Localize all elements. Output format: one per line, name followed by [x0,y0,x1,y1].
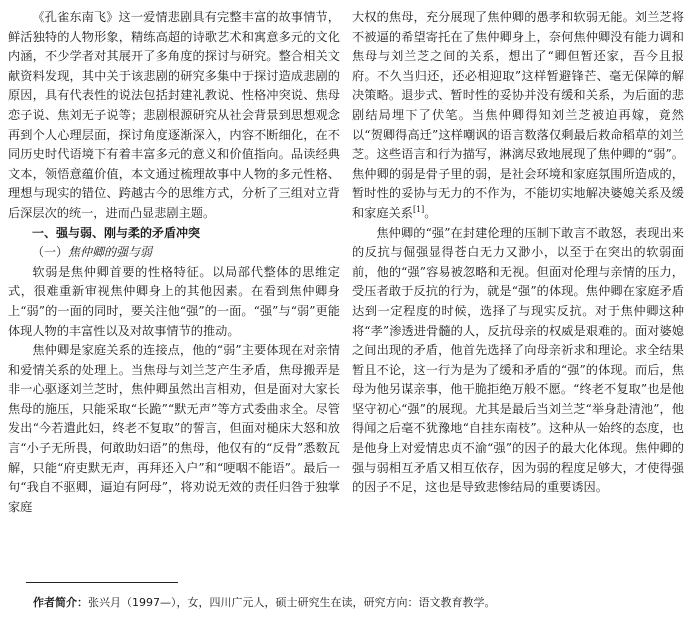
continued-paragraph [352,8,684,224]
footnote-label: 作者简介： [33,596,88,609]
subsection-number: （一） [32,245,69,260]
paragraph-text: 大权的焦母，充分展现了焦仲卿的愚孝和软弱无能。刘兰芝将不被逼的希望寄托在了焦仲卿身上，奈何焦仲卿没有能力调和焦母与刘兰芝之间的关系，想出了“卿但暂还家，吾今且报府。不久当归还，还必相迎取”这样暂避锋芒、毫无保障的解决策略。退步式、暂时性的妥协并没有缓和关系，为后面的悲剧结局埋下了伏笔。当焦仲卿得知刘兰芝被迫再嫁，竟然以“贺卿得高迁”这样嘲讽的语言数落仅剩最后救命稻草的刘兰芝。这些语言和行为描写，淋漓尽致地展现了焦仲卿的“弱”。焦仲卿的弱是骨子里的弱，是社会环境和家庭氛围所造成的，暂时性的妥协与无力的不作为，不能切实地解决婆媳关系及缓和家庭关系 [352,10,684,220]
body-paragraph: 焦仲卿的“强”在封建伦理的压制下敢言不敢怒，表现出来的反抗与倔强显得苍白无力又渺小，以至于在突出的软弱面前，他的“强”容易被忽略和无视。但面对伦理与亲情的压力，受压者敢于反抗的行为，就是“强”的体现。焦仲卿在家庭矛盾达到一定程度的时候，选择了与现实反抗。对于焦仲卿这种将“孝”渗透进骨髓的人，反抗母亲的权威是艰难的。面对婆媳之间出现的矛盾，他首先选择了向母亲祈求和理论。求全结果暂且不论，这一行为是为了缓和矛盾的“强”的体现。而后，焦母为他另谋亲事，他干脆拒绝万般不愿。“终老不复取”也是他坚守初心“强”的展现。尤其是最后当刘兰芝“举身赴清池”，他得闻之后毫不犹豫地“自挂东南枝”。这种从一始终的态度，也是他身上对爱情忠贞不渝“强”的因子的最大化体现。焦仲卿的强与弱相互矛盾又相互依存，因为弱的程度足够大，才使得强的因子不足，这也是导致悲惨结局的重要诱因。 [352,225,684,495]
body-paragraph: 焦仲卿是家庭关系的连接点，他的“弱”主要体现在对亲情和爱情关系的处理上。当焦母与刘兰芝产生矛盾，焦母搬弄是非一心驱逐刘兰芝时，焦仲卿虽然出言相劝，但是面对大家长焦母的施压，只能采取“长跪”“默无声”等方式委曲求全。尽管发出“今若遣此妇，终老不复取”的誓言，但面对槌床大怒和放言“小子无所畏，何敢助妇语”的焦母，他仅有的“反骨”悉数瓦解，只能“府吏默无声，再拜还入户”和“哽咽不能语”。最后一句“我自不驱卿，逼迫有阿母”，将劝说无效的责任归咎于独掌家庭 [8,343,340,514]
body-paragraph: 软弱是焦仲卿首要的性格特征。以局部代整体的思维定式，很难重新审视焦仲卿身上的其他因素。在看到焦仲卿身上“弱”的一面的同时，要关注他“强”的一面。“强”与“弱”更能体现人物的丰富性以及对故事情节的推动。 [8,264,340,338]
right-column [352,8,684,498]
paragraph-end: 。 [424,205,437,220]
subsection-title: 焦仲卿的强与弱 [68,245,153,260]
author-footnote [33,595,496,611]
left-column [8,8,340,517]
citation-marker: [1] [412,204,425,214]
footnote-text: 张兴月（1997—），女，四川广元人，硕士研究生在读，研究方向：语文教育教学。 [88,596,496,609]
footnote-rule [26,582,178,583]
subsection-heading [8,243,340,263]
section-heading: 一、强与弱、刚与柔的矛盾冲突 [32,225,201,240]
intro-paragraph: 《孔雀东南飞》这一爱情悲剧具有完整丰富的故事情节，鲜活独特的人物形象，精练高超的诗歌艺术和寓意多元的文化内涵，不少学者对其展开了多角度的探讨与研究。整合相关文献资料发现，其中关于该悲剧的研究多集中于探讨造成悲剧的原因，具有代表性的说法包括封建礼教说、性格冲突说、焦母恋子说、焦刘无子说等；悲剧根源研究从社会背景到思想观念再到个人心理层面，探讨角度逐渐深入，内容不断细化，在不同历史时代语境下有着丰富多元的意义和价值指向。品读经典文本，领悟意蕴价值，本文通过梳理故事中人物的多元性格、理想与现实的错位、跨越古今的思维方式，分析了三组对立背后深层次的统一，进而凸显悲剧主题。 [8,10,340,220]
